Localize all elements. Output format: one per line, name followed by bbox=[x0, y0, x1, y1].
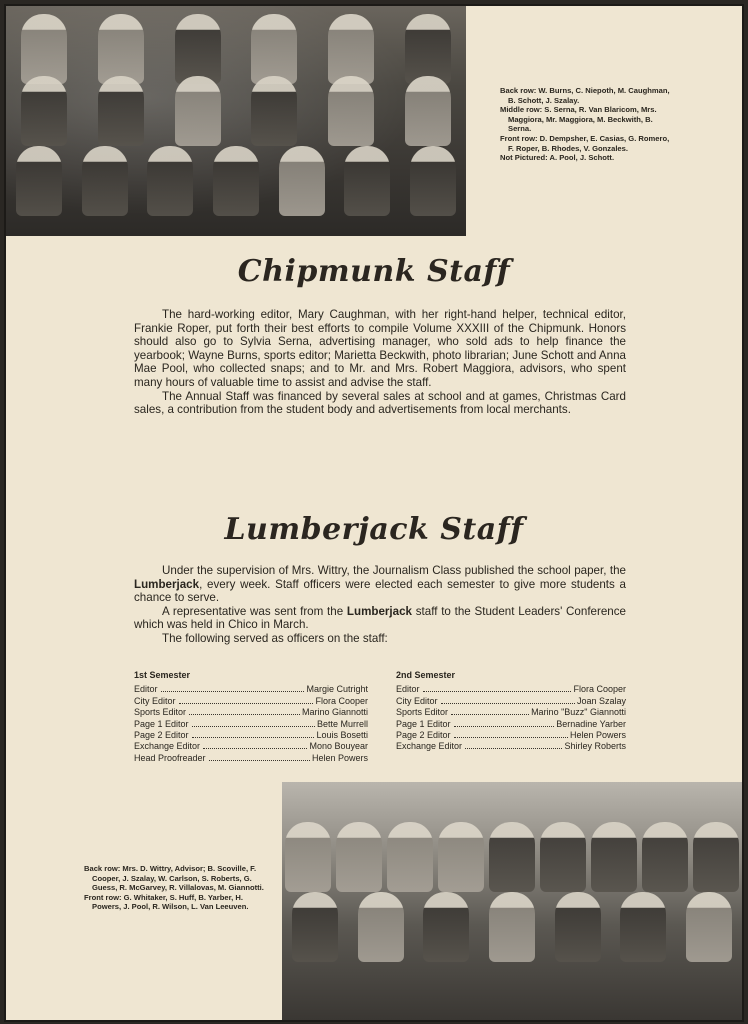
officer-name: Bernadine Yarber bbox=[556, 718, 626, 729]
officer-role: City Editor bbox=[134, 695, 176, 706]
officer-role: Head Proofreader bbox=[134, 752, 206, 763]
officer-row bbox=[134, 707, 368, 718]
officer-name: Marino "Buzz" Giannotti bbox=[531, 707, 626, 718]
officer-name: Shirley Roberts bbox=[564, 741, 626, 752]
officer-role: Editor bbox=[396, 684, 420, 695]
lumberjack-staff-photo bbox=[282, 782, 742, 1020]
chipmunk-paragraph: The hard-working editor, Mary Caughman, with her right-hand helper, technical editor, Frankie Roper, put forth their best efforts to compile Volume XXXIII of the Chipmunk. Honors should also go to Sylvia Serna, advertising manager, who sold ads to help finance the yearbook; Wayne Burns, sports editor; Marietta Beckwith, photo librarian; June Schott and Anna Mae Pool, who collected snaps; and to Mr. and Mrs. Robert Maggiora, advisors, who spent many hours of valuable time to assist and advise the staff. bbox=[134, 308, 626, 389]
lumberjack-paragraph: Under the supervision of Mrs. Wittry, the Journalism Class published the school paper, the Lumberjack, every week. Staff officers were elected each semester to give more students a chance to serve. bbox=[134, 564, 626, 605]
dot-leader bbox=[179, 703, 314, 704]
officer-name: Flora Cooper bbox=[573, 684, 626, 695]
officer-role: Editor bbox=[134, 684, 158, 695]
yearbook-page bbox=[4, 4, 744, 1022]
first-semester-officers bbox=[134, 670, 368, 764]
officer-role: Sports Editor bbox=[134, 707, 187, 718]
chipmunk-paragraph: The Annual Staff was financed by several sales at school and at games, Christmas Card sales, a contribution from the student body and advertisements from local merchants. bbox=[134, 389, 626, 417]
officer-row bbox=[396, 730, 626, 741]
lumberjack-paragraph: A representative was sent from the Lumberjack staff to the Student Leaders' Conference which was held in Chico in March. bbox=[134, 604, 626, 632]
officer-row bbox=[134, 684, 368, 695]
dot-leader bbox=[189, 714, 300, 715]
officer-role: Sports Editor bbox=[396, 707, 449, 718]
caption-back-row: Back row: Mrs. D. Wittry, Advisor; B. Scoville, F. Cooper, J. Szalay, W. Carlson, S. Roberts, G. Guess, R. McGarvey, R. Villalovas, M. Giannotti. bbox=[84, 864, 264, 893]
dot-leader bbox=[454, 726, 555, 727]
dot-leader bbox=[451, 714, 529, 715]
officer-role: City Editor bbox=[396, 695, 438, 706]
lumberjack-staff-text bbox=[134, 564, 626, 646]
officer-row bbox=[134, 730, 368, 741]
semester-heading: 1st Semester bbox=[134, 670, 191, 680]
officer-name: Mono Bouyear bbox=[309, 741, 368, 752]
officer-name: Louis Bosetti bbox=[316, 730, 368, 741]
officer-name: Marino Giannotti bbox=[301, 707, 368, 718]
officer-role: Page 1 Editor bbox=[134, 718, 189, 729]
officer-row bbox=[396, 684, 626, 695]
officer-role: Page 1 Editor bbox=[396, 718, 451, 729]
chipmunk-staff-text bbox=[134, 308, 626, 417]
caption-middle-row: Middle row: S. Serna, R. Van Blaricom, Mrs. Maggiora, Mr. Maggiora, M. Beckwith, B. Serna. bbox=[500, 105, 657, 134]
caption-front-row: Front row: G. Whitaker, S. Huff, B. Yarber, H. Powers, J. Pool, R. Wilson, L. Van Leeuven. bbox=[84, 892, 249, 912]
second-semester-officers bbox=[396, 670, 626, 753]
officer-row bbox=[396, 707, 626, 718]
officer-row bbox=[396, 696, 626, 707]
officer-row bbox=[134, 719, 368, 730]
dot-leader bbox=[203, 748, 307, 749]
officer-name: Helen Powers bbox=[569, 730, 626, 741]
officer-role: Exchange Editor bbox=[396, 741, 463, 752]
officer-row bbox=[134, 741, 368, 752]
officer-name: Flora Cooper bbox=[315, 695, 368, 706]
officer-row bbox=[396, 719, 626, 730]
dot-leader bbox=[441, 703, 575, 704]
officer-role: Exchange Editor bbox=[134, 741, 201, 752]
dot-leader bbox=[192, 726, 315, 727]
dot-leader bbox=[423, 691, 572, 692]
caption-not-pictured: Not Pictured: A. Pool, J. Schott. bbox=[500, 153, 615, 163]
officer-row bbox=[134, 753, 368, 764]
caption-front-row: Front row: D. Dempsher, E. Casias, G. Romero, F. Roper, B. Rhodes, V. Gonzales. bbox=[500, 133, 670, 153]
lumberjack-paragraph: The following served as officers on the staff: bbox=[162, 631, 388, 645]
officer-name: Bette Murrell bbox=[316, 718, 368, 729]
officer-role: Page 2 Editor bbox=[134, 730, 189, 741]
lumberjack-photo-caption bbox=[84, 864, 268, 912]
dot-leader bbox=[454, 737, 568, 738]
chipmunk-staff-title: Chipmunk Staff bbox=[237, 254, 511, 289]
chipmunk-staff-photo bbox=[6, 6, 466, 236]
dot-leader bbox=[209, 760, 310, 761]
semester-heading: 2nd Semester bbox=[396, 670, 456, 680]
officer-name: Helen Powers bbox=[311, 752, 368, 763]
dot-leader bbox=[192, 737, 315, 738]
dot-leader bbox=[465, 748, 562, 749]
caption-back-row: Back row: W. Burns, C. Niepoth, M. Caughman, B. Schott, J. Szalay. bbox=[500, 86, 670, 105]
officer-name: Margie Cutright bbox=[306, 684, 368, 695]
officer-row bbox=[396, 741, 626, 752]
chipmunk-photo-caption bbox=[500, 86, 676, 163]
officer-row bbox=[134, 696, 368, 707]
lumberjack-staff-title: Lumberjack Staff bbox=[224, 512, 524, 547]
officer-name: Joan Szalay bbox=[576, 695, 626, 706]
officer-role: Page 2 Editor bbox=[396, 730, 451, 741]
dot-leader bbox=[161, 691, 305, 692]
